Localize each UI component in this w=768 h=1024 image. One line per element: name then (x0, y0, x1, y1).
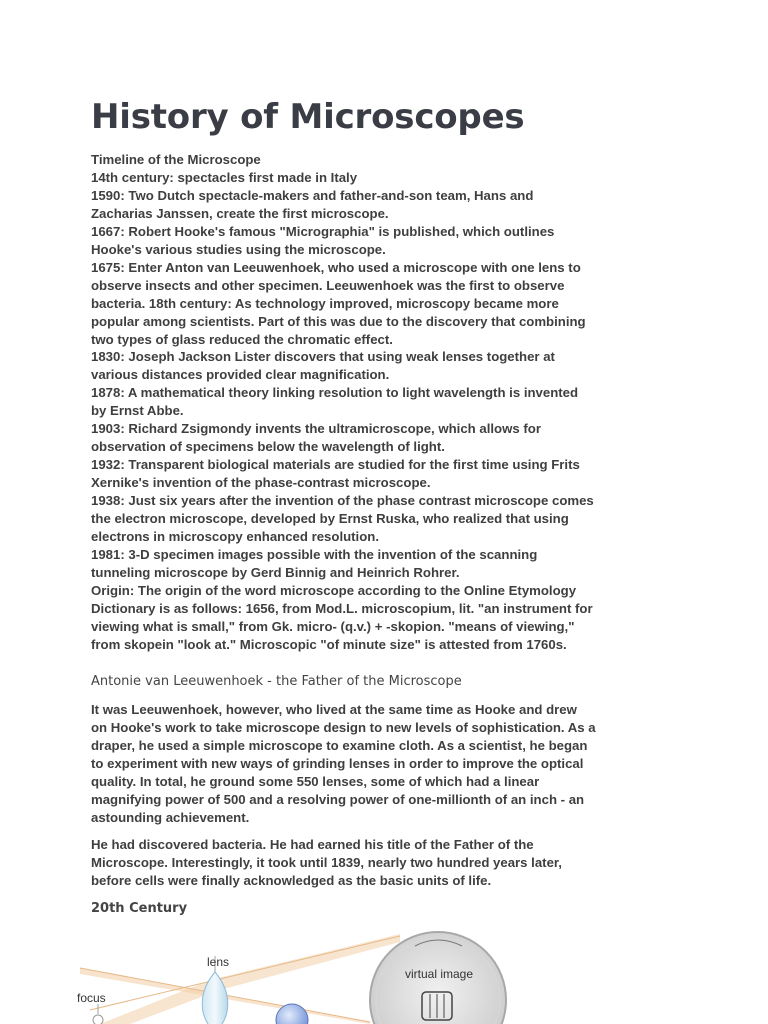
timeline-line: observe insects and other specimen. Leeuwenhoek was the first to observe (91, 277, 565, 293)
timeline-line: from skopein "look at." Microscopic "of minute size" is attested from 1760s. (91, 636, 567, 652)
section-heading-20th-century: 20th Century (91, 901, 188, 916)
light-ray-lower (100, 934, 400, 1024)
timeline-line: tunneling microscope by Gerd Binnig and Heinrich Rohrer. (91, 564, 460, 580)
timeline-line: observation of specimens below the wavelength of light. (91, 439, 445, 455)
timeline-line: Hooke's various studies using the microscope. (91, 241, 386, 257)
paragraph-line: It was Leeuwenhoek, however, who lived at the same time as Hooke and drew (91, 702, 577, 717)
timeline-line: 1932: Transparent biological materials are studied for the first time using Frits (91, 457, 580, 473)
timeline-line: 1830: Joseph Jackson Lister discovers that using weak lenses together at (91, 349, 555, 365)
timeline-line: 1878: A mathematical theory linking resolution to light wavelength is invented (91, 385, 579, 401)
timeline-line: electrons in microscopy enhanced resolution. (91, 529, 380, 545)
timeline-line: various distances provided clear magnification. (91, 367, 390, 383)
timeline-line: Zacharias Janssen, create the first microscope. (91, 205, 389, 221)
timeline-line: 1667: Robert Hooke's famous "Micrographia" is published, which outlines (91, 223, 555, 239)
paragraph-leeuwenhoek-2 (91, 836, 691, 890)
paragraph-line: magnifying power of 500 and a resolving power of one-millionth of an inch - an (91, 791, 585, 807)
timeline-line: bacteria. 18th century: As technology improved, microscopy became more (91, 295, 559, 311)
timeline-line: Origin: The origin of the word microscope according to the Online Etymology (91, 582, 577, 598)
paragraph-line: astounding achievement. (91, 809, 250, 825)
timeline-line: 1903: Richard Zsigmondy invents the ultramicroscope, which allows for (91, 421, 541, 437)
section-heading-leeuwenhoek: Antonie van Leeuwenhoek - the Father of the Microscope (91, 674, 462, 689)
timeline-line: 14th century: spectacles first made in Italy (91, 169, 358, 185)
page-title: History of Microscopes (91, 97, 525, 137)
timeline-line: Timeline of the Microscope (91, 152, 261, 167)
timeline-line: popular among scientists. Part of this was due to the discovery that combining (91, 313, 586, 329)
timeline-line: by Ernst Abbe. (91, 403, 184, 419)
paragraph-line: draper, he used a simple microscope to examine cloth. As a scientist, he began (91, 737, 588, 753)
paragraph-line: to experiment with new ways of grinding lenses in order to improve the optical (91, 755, 584, 771)
figure-label-focus: focus (77, 991, 106, 1005)
optics-diagram (70, 922, 530, 1024)
timeline-line: 1981: 3-D specimen images possible with the invention of the scanning (91, 546, 538, 562)
paragraph-line: Microscope. Interestingly, it took until 1839, nearly two hundred years later, (91, 854, 562, 870)
timeline-line: Dictionary is as follows: 1656, from Mod.L. microscopium, lit. "an instrument for (91, 600, 593, 616)
timeline-line: Xernike's invention of the phase-contrast microscope. (91, 475, 431, 491)
focus-marker (93, 1015, 103, 1024)
timeline-line: 1590: Two Dutch spectacle-makers and father-and-son team, Hans and (91, 187, 534, 203)
paragraph-line: quality. In total, he ground some 550 lenses, some of which had a linear (91, 773, 540, 789)
microscope-optics-figure (70, 922, 530, 1024)
figure-label-lens: lens (207, 955, 230, 969)
paragraph-line: before cells were finally acknowledged as the basic units of life. (91, 872, 492, 888)
figure-label-virtual-image: virtual image (405, 967, 474, 981)
paragraph-line: He had discovered bacteria. He had earned his title of the Father of the (91, 837, 534, 852)
timeline-line: 1675: Enter Anton van Leeuwenhoek, who used a microscope with one lens to (91, 259, 581, 275)
timeline-line: two types of glass reduced the chromatic effect. (91, 331, 393, 347)
timeline-block (91, 151, 691, 654)
timeline-line: 1938: Just six years after the invention of the phase contrast microscope comes (91, 493, 594, 509)
paragraph-leeuwenhoek-1 (91, 701, 691, 827)
timeline-line: viewing what is small," from Gk. micro- (q.v.) + -skopion. "means of viewing," (91, 618, 575, 634)
timeline-line: the electron microscope, developed by Ernst Ruska, who realized that using (91, 511, 569, 527)
paragraph-line: on Hooke's work to take microscope design to new levels of sophistication. As a (91, 719, 596, 735)
